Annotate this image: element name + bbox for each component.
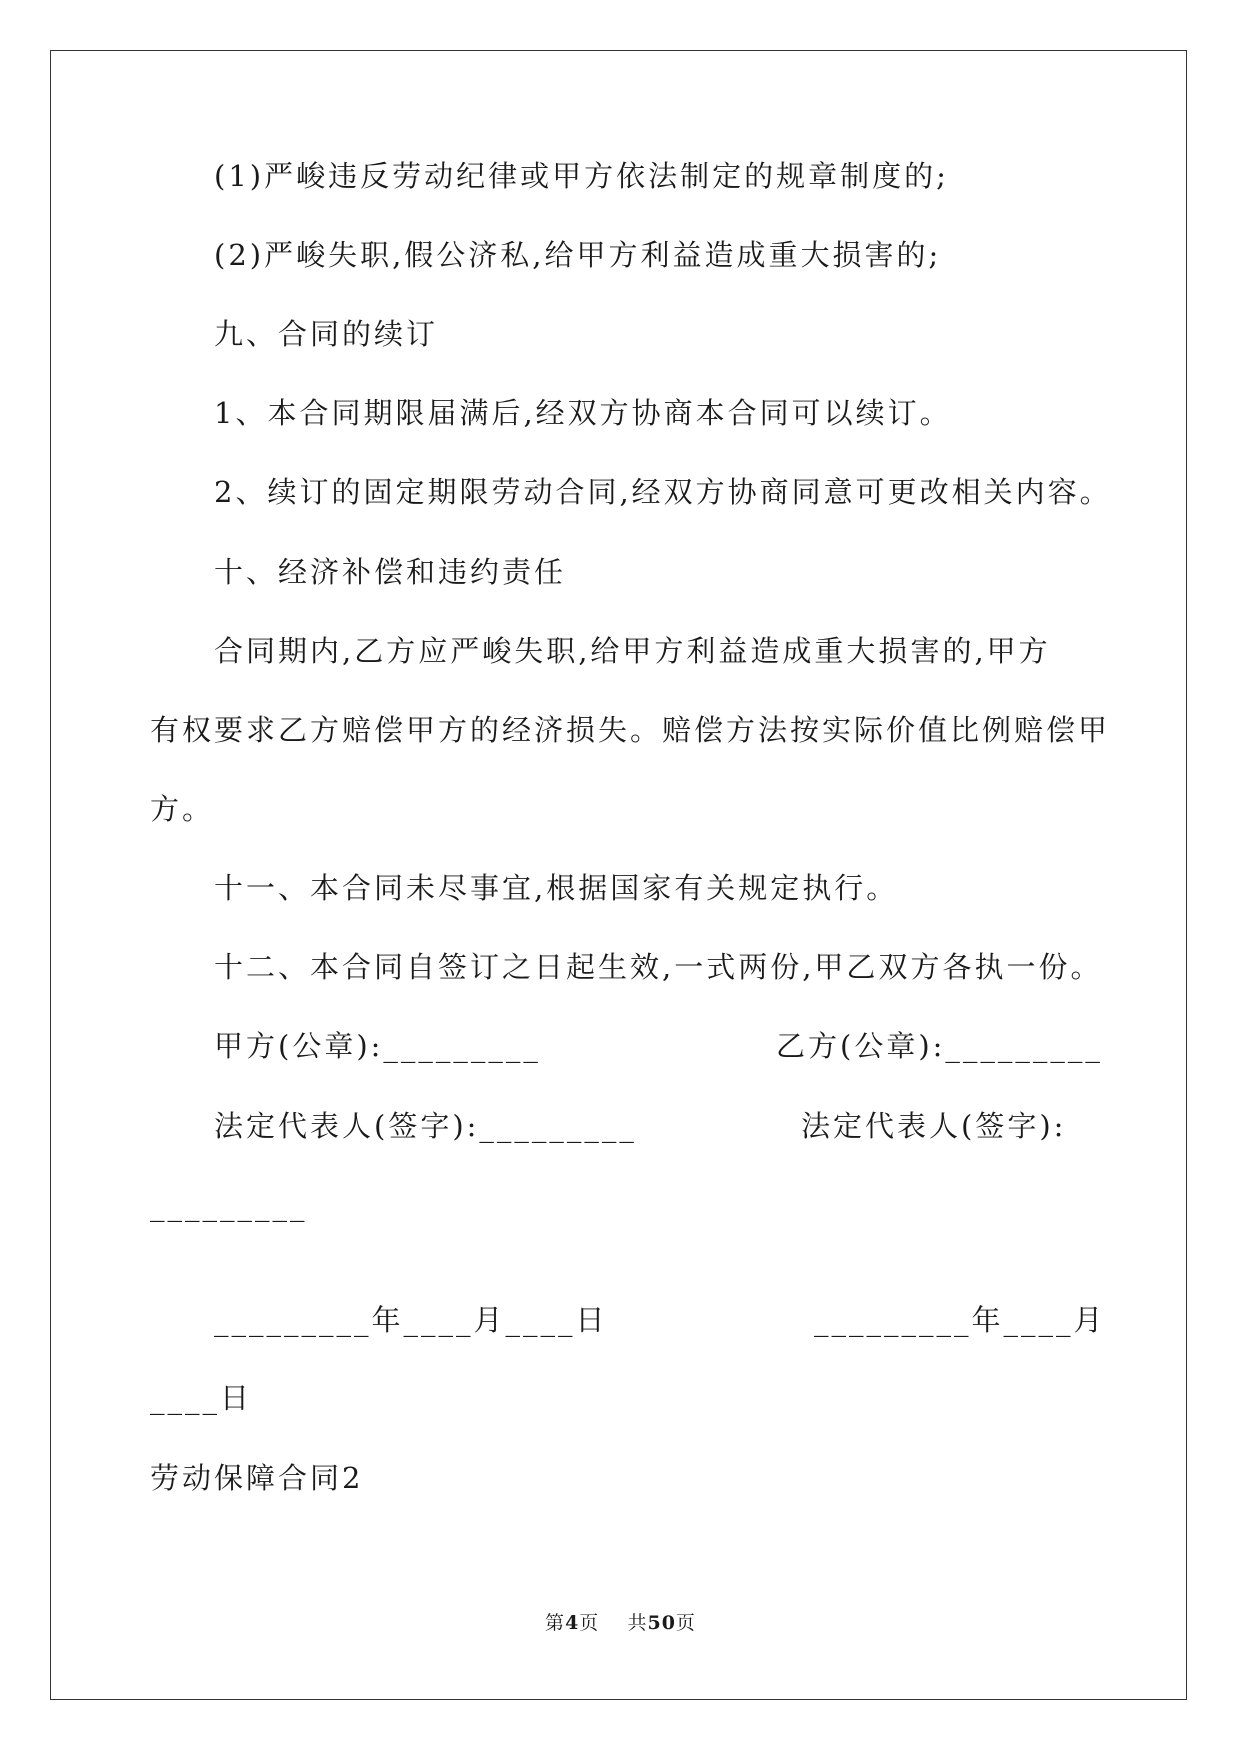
- party-a-representative: 法定代表人(签字):_________: [214, 1109, 637, 1143]
- section-heading-compensation: 十、经济补偿和违约责任: [214, 555, 567, 589]
- page-footer: [0, 1608, 1241, 1635]
- next-contract-title: 劳动保障合同2: [150, 1461, 364, 1495]
- section-heading-renewal: 九、合同的续订: [214, 317, 439, 351]
- footer-page-number: 4: [565, 1612, 580, 1634]
- footer-prefix: 第: [545, 1612, 566, 1634]
- renewal-item-1: 1、本合同期限届满后,经双方协商本合同可以续订。: [214, 396, 952, 430]
- footer-total-pages: 50: [647, 1612, 676, 1634]
- renewal-item-2: 2、续订的固定期限劳动合同,经双方协商同意可更改相关内容。: [214, 475, 1112, 509]
- party-a-date: _________年____月____日: [214, 1303, 608, 1337]
- compensation-paragraph-line-1: 合同期内,乙方应严峻失职,给甲方利益造成重大损害的,甲方: [214, 634, 1051, 668]
- footer-middle: 页 共: [579, 1612, 648, 1634]
- clause-eleven: 十一、本合同未尽事宜,根据国家有关规定执行。: [214, 871, 899, 905]
- party-b-date-day: ____日: [150, 1381, 253, 1415]
- party-b-seal: 乙方(公章):_________: [776, 1029, 1103, 1063]
- footer-suffix: 页: [675, 1612, 696, 1634]
- compensation-paragraph-line-2: 有权要求乙方赔偿甲方的经济损失。赔偿方法按实际价值比例赔偿甲: [150, 713, 1111, 747]
- party-a-seal: 甲方(公章):_________: [214, 1029, 541, 1063]
- party-b-representative-blank: _________: [150, 1188, 308, 1222]
- party-b-representative: 法定代表人(签字):: [801, 1109, 1067, 1143]
- compensation-paragraph-line-3: 方。: [150, 792, 215, 826]
- clause-twelve: 十二、本合同自签订之日起生效,一式两份,甲乙双方各执一份。: [214, 950, 1103, 984]
- party-b-date: _________年____月: [814, 1303, 1106, 1337]
- clause-item-1: (1)严峻违反劳动纪律或甲方依法制定的规章制度的;: [214, 159, 949, 193]
- clause-item-2: (2)严峻失职,假公济私,给甲方利益造成重大损害的;: [214, 238, 942, 272]
